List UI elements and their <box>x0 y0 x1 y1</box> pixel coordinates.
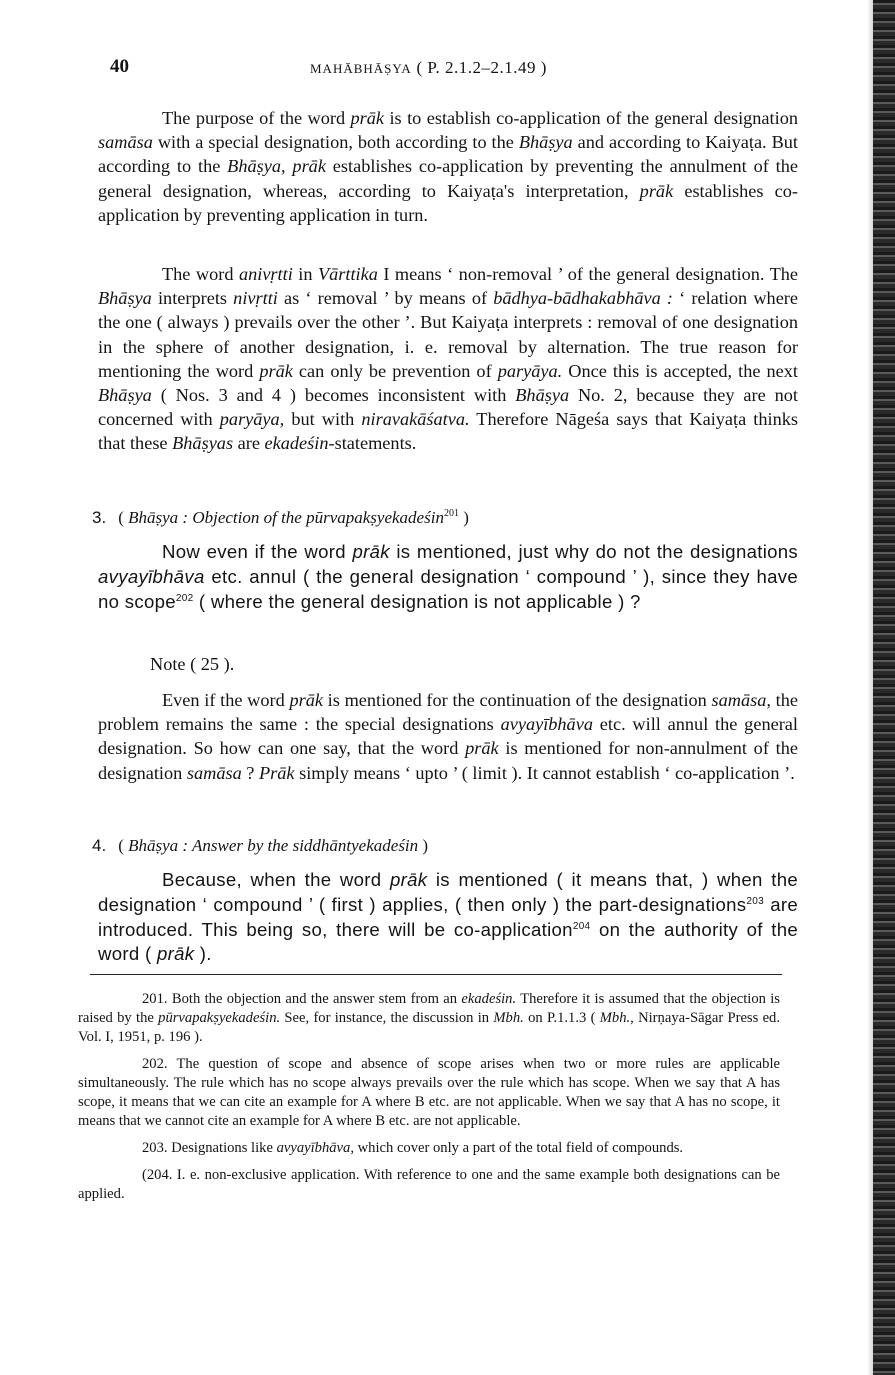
section-4-heading: 4. ( Bhāṣya : Answer by the siddhāntyekadeśin ) <box>92 836 429 855</box>
footnote-ref-201: 201 <box>443 508 459 519</box>
running-head <box>310 58 547 78</box>
note-label: Note ( 25 ). <box>150 654 235 674</box>
running-head-title: MAHĀBHĀṢYA <box>310 61 412 76</box>
footnote-204: (204. I. e. non-exclusive application. With reference to one and the same example both designations can be applied. <box>78 1167 780 1202</box>
running-head-range: ( P. 2.1.2–2.1.49 ) <box>416 58 547 77</box>
footnote-201: 201. Both the objection and the answer stem from an ekadeśin. Therefore it is assumed that the objection is raised by the pūrvapakṣyekadeśin. See, for instance, the discussion in Mbh. on P.1.1.3 ( Mbh., Nirṇaya-Sāgar Press ed. Vol. I, 1951, p. 196 ). <box>78 991 780 1045</box>
footnotes <box>78 990 780 1212</box>
section-4-title: Bhāṣya : Answer by the siddhāntyekadeśin <box>128 836 419 855</box>
page-number: 40 <box>110 56 129 77</box>
section-3-heading: 3. ( Bhāṣya : Objection of the pūrvapakṣyekadeśin$^{201}$ ) <box>92 508 469 527</box>
paragraph-answer: Because, when the word prāk is mentioned ( it means that, ) when the designation ‘ compound ’ ( first ) applies, ( then only ) the part-designations$^{203}$ are introduced. This being so, there will be co-application$^{204}$ on the authority of the word ( prāk ). <box>98 869 798 965</box>
paragraph-objection: Now even if the word prāk is mentioned, just why do not the designations avyayībhāva etc. annul ( the general designation ‘ compound ’ ), since they have no scope$^{202}$ ( where the general designation is not applicable ) ? <box>98 541 798 612</box>
paragraph-purpose-of-prak: The purpose of the word prāk is to establish co-application of the general designation samāsa with a special designation, both according to the Bhāṣya and according to Kaiyaṭa. But according to the Bhāṣya, prāk establishes co-application by preventing the annulment of the general designation, whereas, according to Kaiyaṭa's interpretation, prāk establishes co-application by preventing application in turn. <box>98 108 799 225</box>
page-header <box>110 56 800 88</box>
paragraph-note-25: Even if the word prāk is mentioned for the continuation of the designation samāsa, the problem remains the same : the special designations avyayībhāva etc. will annul the general designation. So how can one say, that the word prāk is mentioned for non-annulment of the designation samāsa ? Prāk simply means ‘ upto ’ ( limit ). It cannot establish ‘ co-application ’. <box>98 690 799 783</box>
footnote-ref-204: 204 <box>572 920 591 932</box>
footnote-ref-202: 202 <box>175 592 194 604</box>
footnote-ref-203: 203 <box>746 895 764 907</box>
footnote-203: 203. Designations like avyayībhāva, which cover only a part of the total field of compounds. <box>142 1140 684 1156</box>
paragraph-anivrtti: The word anivṛtti in Vārttika I means ‘ non-removal ’ of the general designation. The Bhāṣya interprets nivṛtti as ‘ removal ’ by means of bādhya-bādhakabhāva : ‘ relation where the one ( always ) prevails over the other ’. But Kaiyaṭa interprets : removal of one designation in the sphere of another designation, i. e. removal by alternation. The true reason for mentioning the word prāk can only be prevention of paryāya. Once this is accepted, the next Bhāṣya ( Nos. 3 and 4 ) becomes inconsistent with Bhāṣya No. 2, because they are not concerned with paryāya, but with niravakāśatva. Therefore Nāgeśa says that Kaiyaṭa thinks that these Bhāṣyas are ekadeśin-statements. <box>98 264 799 454</box>
footnote-divider <box>90 974 782 975</box>
section-3-number: 3. <box>92 508 107 527</box>
section-4-number: 4. <box>92 836 107 855</box>
footnote-202: 202. The question of scope and absence of scope arises when two or more rules are applicable simultaneously. The rule which has no scope always prevails over the rule which has scope. When we say that A has scope, it means that we can cite an example for A where B etc. are not applicable. When we say that A has no scope, it means that we cannot cite an example for A where B etc. are not applicable. <box>78 1056 780 1129</box>
scanned-page-edge <box>873 0 895 1375</box>
section-3-title: Bhāṣya : Objection of the pūrvapakṣyekadeśin <box>128 508 444 527</box>
